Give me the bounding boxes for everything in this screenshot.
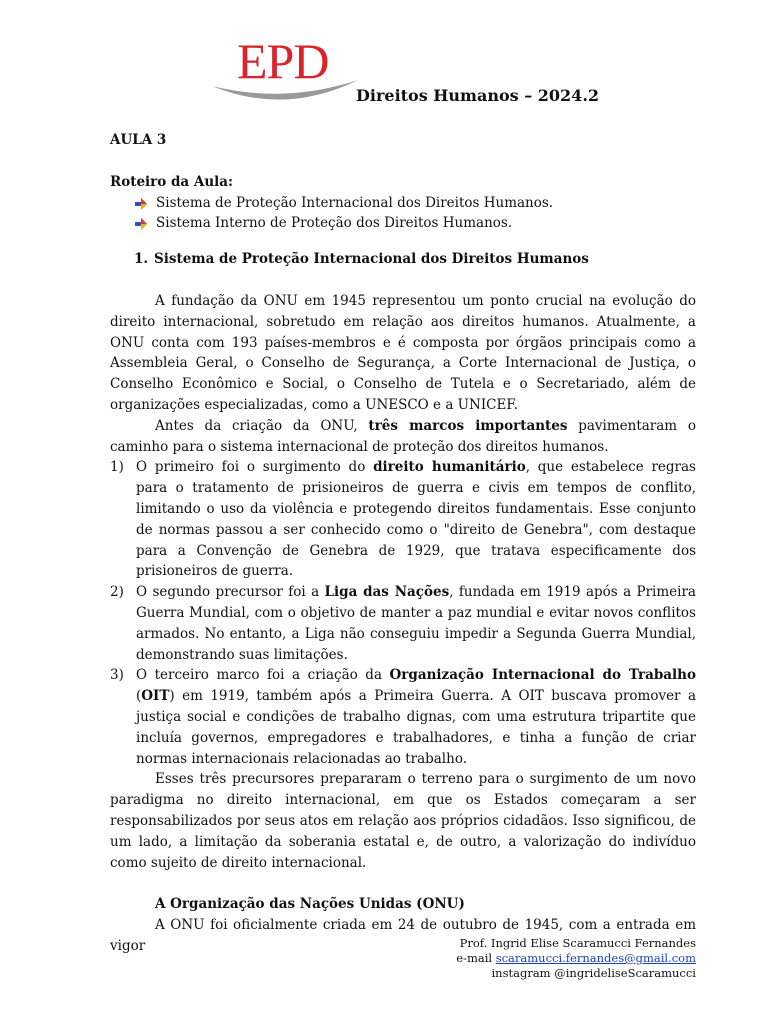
lesson-number: AULA 3 — [110, 132, 167, 148]
section-number: 1. — [134, 251, 149, 268]
text-run: ( — [411, 896, 423, 913]
text-run: O primeiro foi o surgimento do — [136, 459, 374, 476]
text-run: pavimentaram o caminho para o sistema internacional de proteção dos direitos humanos. — [110, 417, 696, 455]
author-name: Prof. Ingrid Elise Scaramucci Fernandes — [459, 936, 696, 950]
text-run: ) — [458, 896, 465, 913]
bold-run: Organização Internacional do Trabalho — [389, 667, 696, 684]
section-title-text: Sistema de Proteção Internacional dos Direitos Humanos — [154, 251, 589, 268]
roteiro-item — [110, 213, 696, 234]
epd-logo — [210, 33, 350, 106]
logo-text: EPD — [237, 33, 329, 89]
text-run: O terceiro marco foi a criação da — [136, 667, 390, 684]
marco-item — [110, 457, 696, 582]
text-run: ( — [136, 688, 142, 705]
email-line — [456, 951, 696, 966]
roteiro-item-text: Sistema Interno de Proteção dos Direitos Humanos. — [156, 215, 513, 232]
roteiro-title: Roteiro da Aula: — [110, 173, 234, 190]
bold-run: OIT — [141, 688, 170, 705]
text-run: , fundada em 1919 após a Primeira Guerra Mundial, com o objetivo de manter a paz mundial e evitar novos conflitos armados. No entanto, a Liga não conseguiu impedir a Segunda Guerra Mundial, demonstrando suas limitações. — [136, 584, 696, 663]
list-marker: 3) — [110, 667, 124, 684]
arrow-bullet-icon — [134, 217, 148, 231]
bold-run: Liga das Nações — [324, 584, 450, 601]
email-label: e-mail — [456, 951, 496, 965]
page-footer — [456, 936, 696, 981]
marcos-list — [110, 457, 696, 769]
main-content — [110, 130, 696, 957]
roteiro-list — [110, 193, 696, 235]
text-run: ) em 1919, também após a Primeira Guerra. A OIT buscava promover a justiça social e condições de trabalho dignas, com uma estrutura tripartite que incluía governos, empregadores e trabalhadores, e tinha a função de criar normas internacionais relacionadas ao trabalho. — [136, 688, 696, 767]
roteiro-item — [110, 193, 696, 214]
list-marker: 1) — [110, 459, 124, 476]
course-title: Direitos Humanos – 2024.2 — [356, 86, 600, 105]
instagram-line: instagram @ingrideliseScaramucci — [491, 966, 696, 980]
paragraph-marcos-intro — [110, 416, 696, 458]
bold-run: três marcos importantes — [368, 417, 568, 434]
bold-run: A Organização das Nações Unidas — [155, 896, 412, 913]
paragraph-onu-foundation: A fundação da ONU em 1945 representou um ponto crucial na evolução do direito internacional, sobretudo em relação aos direitos humanos. Atualmente, a ONU conta com 193 países-membros e é composta por órgãos principais como a Assembleia Geral, o Conselho de Segurança, a Corte Internacional de Justiça, o Conselho Econômico e Social, o Conselho de Tutela e o Secretariado, além de organizações especializadas, como a UNESCO e a UNICEF. — [110, 292, 696, 413]
text-run: O segundo precursor foi a — [136, 584, 325, 601]
paragraph-onu-creation: A ONU foi oficialmente criada em 24 de outubro de 1945, com a entrada em vigor — [110, 917, 696, 954]
marco-item — [110, 582, 696, 665]
section-heading — [110, 249, 696, 270]
text-run: , que estabelece regras para o tratamento de prisioneiros de guerra e civis em tempos de conflito, limitando o uso da violência e protegendo direitos fundamentais. Esse conjunto de normas passou a ser conhecido como o "direito de Genebra", com destaque para a Convenção de Genebra de 1929, que tratava especificamente dos prisioneiros de guerra. — [136, 459, 696, 580]
roteiro-item-text: Sistema de Proteção Internacional dos Direitos Humanos. — [156, 194, 554, 211]
text-run: Antes da criação da ONU, — [155, 417, 369, 434]
logo-swoosh-icon — [210, 74, 360, 104]
bold-run: direito humanitário — [373, 459, 526, 476]
arrow-bullet-icon — [134, 197, 148, 211]
onu-subheading — [110, 894, 696, 915]
email-link[interactable]: scaramucci.fernandes@gmail.com — [495, 951, 696, 965]
bold-run: ONU — [422, 896, 459, 913]
marco-item — [110, 665, 696, 769]
list-marker: 2) — [110, 584, 124, 601]
paragraph-precursores: Esses três precursores prepararam o terreno para o surgimento de um novo paradigma no direito internacional, em que os Estados começaram a ser responsabilizados por seus atos em relação aos próprios cidadãos. Isso significou, de um lado, a limitação da soberania estatal e, de outro, a valorização do indivíduo como sujeito de direito internacional. — [110, 771, 696, 871]
